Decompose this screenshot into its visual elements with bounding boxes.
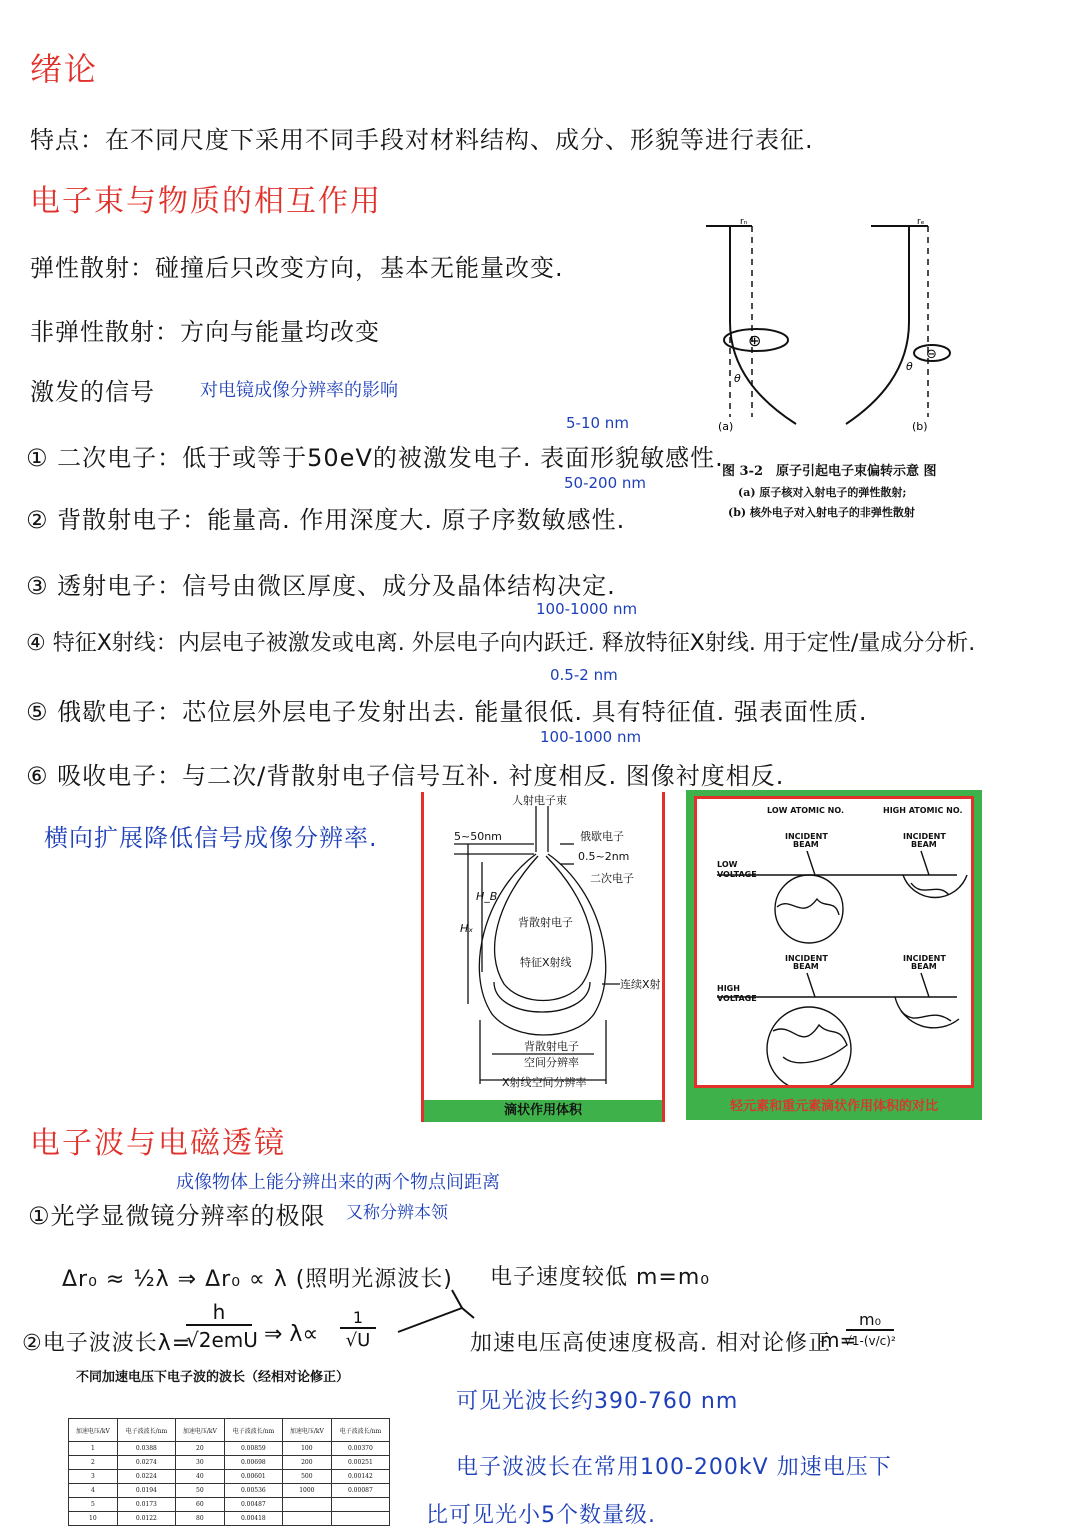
visible-wavelength-note: 可见光波长约390-760 nm bbox=[456, 1389, 739, 1414]
interaction-circle bbox=[895, 997, 959, 1028]
label-beam: BEAM bbox=[793, 962, 819, 971]
mass-denominator: √1-(v/c)² bbox=[844, 1334, 896, 1348]
table-cell: 1 bbox=[69, 1442, 118, 1456]
minus-icon: ⊖ bbox=[926, 347, 937, 362]
figure-deflection bbox=[696, 212, 976, 432]
table-cell: 10 bbox=[69, 1512, 118, 1526]
branch-lines bbox=[396, 1288, 476, 1338]
label-voltage: VOLTAGE bbox=[717, 994, 757, 1003]
fig32-line-b: (b) 核外电子对入射电子的非弹性散射 bbox=[728, 506, 915, 519]
plus-icon: ⊕ bbox=[748, 331, 762, 350]
interaction-circle bbox=[903, 875, 967, 898]
depth-label: 5-10 nm bbox=[566, 414, 629, 432]
table-cell: 0.0194 bbox=[117, 1484, 175, 1498]
table-header: 电子波波长/nm bbox=[331, 1419, 389, 1442]
label-beam: BEAM bbox=[911, 962, 937, 971]
trajectory bbox=[911, 883, 949, 895]
theta-b: θ bbox=[906, 360, 913, 373]
fig32-title: 图 3-2 原子引起电子束偏转示意 图 bbox=[722, 464, 937, 479]
fig-line bbox=[452, 1290, 462, 1308]
inelastic-scattering: 非弹性散射：方向与能量均改变 bbox=[30, 318, 380, 346]
label-incident: INCIDENT bbox=[903, 954, 946, 963]
section-title-electron-wave: 电子波与电磁透镜 bbox=[30, 1126, 286, 1161]
table-cell bbox=[331, 1498, 389, 1512]
interaction-circle bbox=[775, 875, 843, 943]
table-cell: 0.00251 bbox=[331, 1456, 389, 1470]
teardrop-figure bbox=[421, 792, 665, 1122]
electron-wavelength-note: 电子波波长在常用100-200kV 加速电压下 bbox=[456, 1455, 892, 1480]
wavelength-table bbox=[68, 1418, 390, 1526]
fig-line bbox=[398, 1308, 462, 1332]
formula-one: 1 bbox=[340, 1308, 376, 1329]
formula-implies: ⇒ λ∝ bbox=[264, 1322, 319, 1347]
table-cell: 100 bbox=[282, 1442, 331, 1456]
label-incident: INCIDENT bbox=[785, 954, 828, 963]
table-row bbox=[69, 1498, 390, 1512]
table-cell: 3 bbox=[69, 1470, 118, 1484]
signal-xray: ④ 特征X射线：内层电子被激发或电离. 外层电子向内跃迁. 释放特征X射线. 用于定性/量成分分析. bbox=[26, 631, 976, 656]
fig32-line-a: (a) 原子核对入射电子的弹性散射; bbox=[738, 486, 907, 499]
trajectory bbox=[773, 1025, 847, 1063]
sub-a: (a) bbox=[718, 420, 734, 432]
signal-auger: ⑤ 俄歇电子：芯位层外层电子发射出去. 能量很低. 具有特征值. 强表面性质. bbox=[26, 698, 868, 726]
label-backscatter: 背散射电子 bbox=[518, 916, 573, 929]
table-cell: 30 bbox=[175, 1456, 224, 1470]
table-cell: 50 bbox=[175, 1484, 224, 1498]
trajectory bbox=[777, 899, 839, 915]
table-cell: 4 bbox=[69, 1484, 118, 1498]
relativistic-note: 加速电压高使速度极高. 相对论修正 bbox=[470, 1331, 831, 1356]
table-cell: 200 bbox=[282, 1456, 331, 1470]
depth-label: 50-200 nm bbox=[564, 474, 647, 492]
table-cell bbox=[282, 1512, 331, 1526]
mass-equation: m= bbox=[820, 1328, 857, 1352]
fig-line bbox=[462, 1308, 474, 1318]
table-cell: 0.0173 bbox=[117, 1498, 175, 1512]
label-high: HIGH bbox=[717, 984, 740, 993]
signals-title: 激发的信号 bbox=[30, 378, 155, 406]
label-res2: 空间分辨率 bbox=[524, 1056, 579, 1069]
resolution-note: 成像物体上能分辨出来的两个物点间距离 bbox=[176, 1172, 500, 1193]
xray-drop bbox=[494, 982, 590, 1012]
table-cell: 60 bbox=[175, 1498, 224, 1512]
teardrop-caption: 滴状作用体积 bbox=[424, 1100, 662, 1122]
label-continuous: 连续X射 bbox=[620, 978, 661, 991]
table-cell: 0.0274 bbox=[117, 1456, 175, 1470]
table-cell: 0.00536 bbox=[224, 1484, 282, 1498]
electron-path-b bbox=[846, 226, 909, 424]
table-cell: 0.00487 bbox=[224, 1498, 282, 1512]
item-optical-limit: ①光学显微镜分辨率的极限 bbox=[28, 1202, 326, 1230]
label-high-z: HIGH ATOMIC NO. bbox=[883, 806, 963, 815]
label-voltage: VOLTAGE bbox=[717, 870, 757, 879]
table-cell: 20 bbox=[175, 1442, 224, 1456]
lateral-note: 横向扩展降低信号成像分辨率. bbox=[44, 824, 378, 852]
table-title: 不同加速电压下电子波的波长（经相对论修正） bbox=[76, 1370, 350, 1385]
formula-sqrt-denominator: √2emU bbox=[186, 1328, 258, 1352]
table-cell bbox=[331, 1512, 389, 1526]
depth-label: 100-1000 nm bbox=[536, 600, 638, 618]
table-cell: 0.00087 bbox=[331, 1484, 389, 1498]
formula-h: h bbox=[186, 1300, 252, 1326]
label-xray: 特征X射线 bbox=[520, 956, 572, 969]
atomic-caption: 轻元素和重元素滴状作用体积的对比 bbox=[729, 1099, 938, 1114]
table-cell: 2 bbox=[69, 1456, 118, 1470]
theta-a: θ bbox=[734, 372, 741, 385]
label-depth2: 0.5~2nm bbox=[578, 850, 630, 863]
table-header: 电子波波长/nm bbox=[224, 1419, 282, 1442]
magnitude-note: 比可见光小5个数量级. bbox=[426, 1503, 656, 1528]
table-cell: 40 bbox=[175, 1470, 224, 1484]
table-header: 加速电压/kV bbox=[69, 1419, 118, 1442]
table-cell bbox=[282, 1498, 331, 1512]
depth-label: 0.5-2 nm bbox=[550, 666, 618, 684]
signal-transmitted: ③ 透射电子：信号由微区厚度、成分及晶体结构决定. bbox=[26, 572, 616, 600]
table-row bbox=[69, 1484, 390, 1498]
sub-b: (b) bbox=[912, 420, 928, 432]
beam-arrow bbox=[921, 851, 929, 875]
table-row bbox=[69, 1442, 390, 1456]
depth-label: 100-1000 nm bbox=[540, 728, 642, 746]
table-header: 加速电压/kV bbox=[175, 1419, 224, 1442]
label-secondary: 二次电子 bbox=[590, 872, 634, 885]
table-cell: 0.00601 bbox=[224, 1470, 282, 1484]
label-incident: INCIDENT bbox=[785, 832, 828, 841]
interaction-circle bbox=[767, 1007, 851, 1085]
label-hb: H_B bbox=[476, 890, 498, 903]
label-beam: BEAM bbox=[911, 840, 937, 849]
signal-secondary: ① 二次电子：低于或等于50eV的被激发电子. 表面形貌敏感性. bbox=[26, 444, 724, 472]
label-beam: BEAM bbox=[793, 840, 819, 849]
signals-note: 对电镜成像分辨率的影响 bbox=[200, 380, 398, 401]
formula-resolution: Δr₀ ≈ ½λ ⇒ Δr₀ ∝ λ (照明光源波长) bbox=[62, 1267, 453, 1292]
table-cell: 0.0388 bbox=[117, 1442, 175, 1456]
label-low-z: LOW ATOMIC NO. bbox=[767, 806, 845, 815]
table-cell: 0.00370 bbox=[331, 1442, 389, 1456]
page-title: 绪论 bbox=[30, 50, 99, 88]
table-cell: 0.0122 bbox=[117, 1512, 175, 1526]
label-rn: rₙ bbox=[740, 217, 748, 227]
beam-arrow bbox=[807, 973, 815, 997]
table-row bbox=[69, 1456, 390, 1470]
outer-teardrop bbox=[479, 854, 605, 1035]
intro-line: 特点：在不同尺度下采用不同手段对材料结构、成分、形貌等进行表征. bbox=[30, 126, 814, 154]
formula-sqrt-u: √U bbox=[345, 1330, 371, 1351]
resolving-power-note: 又称分辨本领 bbox=[346, 1203, 448, 1223]
label-low: LOW bbox=[717, 860, 738, 869]
label-incident: INCIDENT bbox=[903, 832, 946, 841]
table-row bbox=[69, 1470, 390, 1484]
item-wavelength: ②电子波波长λ= bbox=[22, 1331, 192, 1356]
label-hx: Hₓ bbox=[460, 922, 474, 935]
atomic-figure bbox=[686, 790, 982, 1120]
label-auger: 俄歇电子 bbox=[580, 830, 624, 843]
label-res1: 背散射电子 bbox=[524, 1040, 579, 1053]
label-re: rₑ bbox=[917, 217, 925, 227]
low-speed-note: 电子速度较低 m=m₀ bbox=[490, 1265, 711, 1290]
signal-backscatter: ② 背散射电子：能量高. 作用深度大. 原子序数敏感性. bbox=[26, 506, 626, 534]
table-cell: 0.00859 bbox=[224, 1442, 282, 1456]
table-header: 加速电压/kV bbox=[282, 1419, 331, 1442]
table-cell: 500 bbox=[282, 1470, 331, 1484]
mass-numerator: m₀ bbox=[846, 1310, 894, 1331]
table-cell: 0.00142 bbox=[331, 1470, 389, 1484]
table-cell: 0.0224 bbox=[117, 1470, 175, 1484]
table-header: 电子波波长/nm bbox=[117, 1419, 175, 1442]
table-cell: 5 bbox=[69, 1498, 118, 1512]
table-cell: 1000 bbox=[282, 1484, 331, 1498]
table-cell: 0.00698 bbox=[224, 1456, 282, 1470]
label-res3: X射线空间分辨率 bbox=[502, 1076, 587, 1089]
beam-arrow bbox=[921, 973, 929, 997]
table-row bbox=[69, 1512, 390, 1526]
electron-path-a bbox=[730, 226, 796, 424]
table-cell: 0.00418 bbox=[224, 1512, 282, 1526]
beam-arrow bbox=[807, 851, 815, 875]
signal-absorbed: ⑥ 吸收电子：与二次/背散射电子信号互补. 衬度相反. 图像衬度相反. bbox=[26, 762, 785, 790]
label-incident: 人射电子束 bbox=[512, 794, 567, 807]
section-title-interaction: 电子束与物质的相互作用 bbox=[30, 184, 382, 219]
elastic-scattering: 弹性散射：碰撞后只改变方向，基本无能量改变. bbox=[30, 254, 564, 282]
label-depth1: 5~50nm bbox=[454, 830, 502, 843]
table-cell: 80 bbox=[175, 1512, 224, 1526]
